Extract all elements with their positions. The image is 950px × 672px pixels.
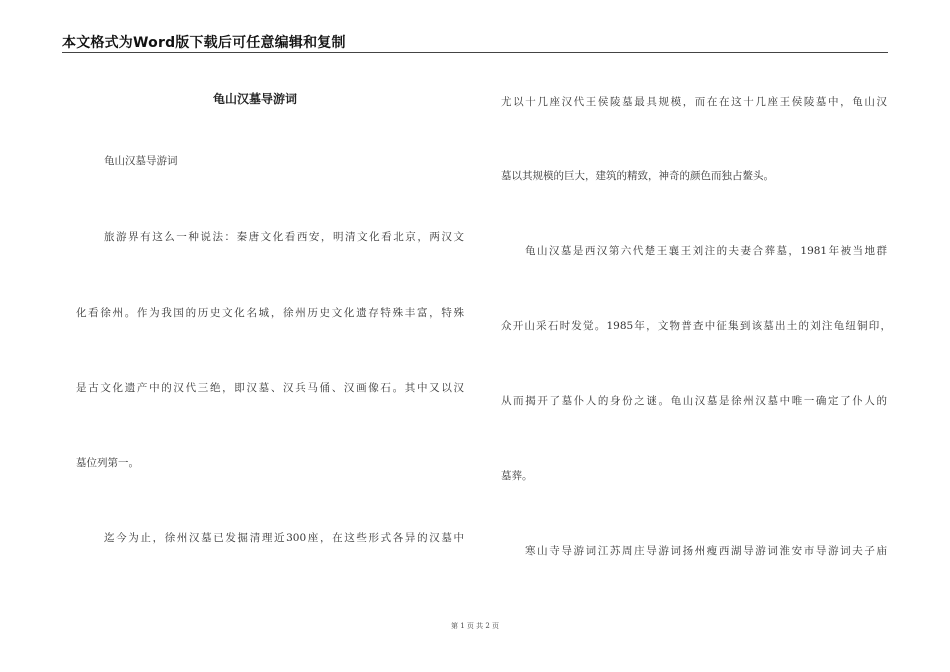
paragraph-line: 从而揭开了墓仆人的身份之谜。龟山汉墓是徐州汉墓中唯一确定了仆人的: [501, 395, 887, 407]
paragraph-line: 化看徐州。作为我国的历史文化名城，徐州历史文化遗存特殊丰富，特殊: [76, 307, 464, 319]
paragraph-line: 龟山汉墓是西汉第六代楚王襄王刘注的夫妻合葬墓，1981年被当地群: [525, 245, 887, 257]
paragraph-line: 墓葬。: [501, 470, 533, 482]
paragraph-line: 墓位列第一。: [76, 457, 139, 469]
page-header-title: 本文格式为Word版下载后可任意编辑和复制: [62, 35, 346, 51]
page-footer: 第 1 页 共 2 页: [450, 622, 500, 630]
paragraph-line: 龟山汉墓导游词: [104, 155, 178, 167]
paragraph-line: 迄今为止，徐州汉墓已发掘清理近300座，在这些形式各异的汉墓中: [104, 532, 464, 544]
document-title: 龟山汉墓导游词: [213, 92, 298, 106]
paragraph-line: 众开山采石时发觉。1985年，文物普查中征集到该墓出土的刘注龟纽铜印，: [501, 320, 891, 332]
paragraph-line: 墓以其规模的巨大，建筑的精致，神奇的颜色而独占鳌头。: [501, 170, 774, 182]
paragraph-line: 寒山寺导游词江苏周庄导游词扬州瘦西湖导游词淮安市导游词夫子庙: [525, 545, 887, 557]
header-divider: [62, 52, 888, 53]
paragraph-line: 旅游界有这么一种说法：秦唐文化看西安，明清文化看北京，两汉文: [104, 231, 464, 243]
paragraph-line: 尤以十几座汉代王侯陵墓最具规模，而在在这十几座王侯陵墓中，龟山汉: [501, 96, 887, 108]
paragraph-line: 是古文化遗产中的汉代三绝，即汉墓、汉兵马俑、汉画像石。其中又以汉: [76, 382, 464, 394]
